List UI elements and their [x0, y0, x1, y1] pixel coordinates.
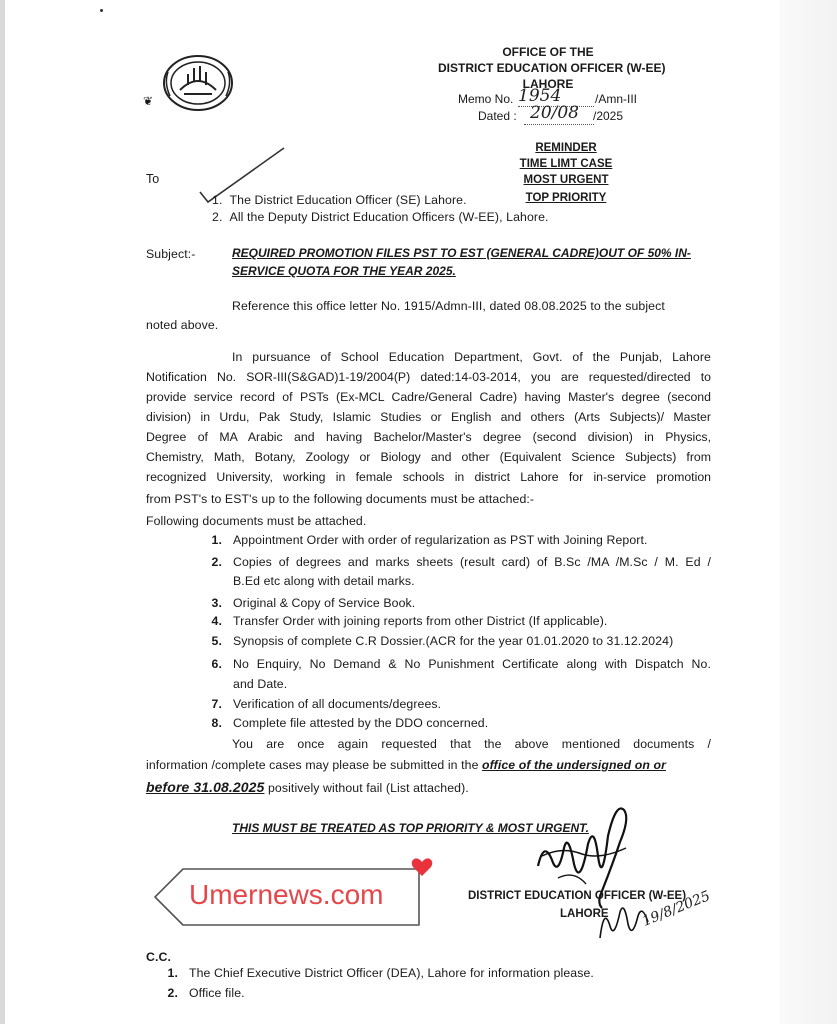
page-edge-left	[0, 0, 5, 1024]
flag-reminder: REMINDER	[535, 142, 597, 154]
subject-line-1: REQUIRED PROMOTION FILES PST TO EST (GENERAL CADRE)OUT OF 50% IN-	[232, 246, 691, 260]
doc-4-text: Transfer Order with joining reports from other District (If applicable).	[233, 614, 608, 628]
memo-suffix: /Amn-III	[595, 92, 638, 106]
doc-2-num: 2.	[211, 555, 222, 569]
doc-3-text: Original & Copy of Service Book.	[233, 596, 416, 610]
doc-5-num: 5.	[211, 634, 222, 648]
recipient-2-num: 2.	[212, 210, 223, 224]
reference-line-2: noted above.	[146, 318, 219, 332]
doc-2-text-2: B.Ed etc along with detail marks.	[233, 574, 415, 588]
body-line-5: Degree of MA Arabic and having Bachelor/Master's degree (second division) in Physics,	[146, 430, 711, 444]
flag-top-priority: TOP PRIORITY	[525, 192, 607, 204]
closing-line-2-start: information /complete cases may please be submitted in the	[146, 758, 483, 772]
doc-4-num: 4.	[211, 614, 222, 628]
body-line-6: Chemistry, Math, Botany, Zoology or Biology and other (Equivalent Science Subjects) from	[146, 450, 711, 464]
body-line-7: recognized University, working in female schools in district Lahore for in-service promotion	[146, 470, 711, 484]
doc-1-text: Appointment Order with order of regularization as PST with Joining Report.	[233, 533, 648, 547]
reference-line-1: Reference this office letter No. 1915/Admn-III, dated 08.08.2025 to the subject	[232, 299, 665, 313]
body-line-8: from PST's to EST's up to the following documents must be attached:-	[146, 492, 535, 506]
body-line-4: division) in Urdu, Pak Study, Islamic Studies or English and others (Arts Subjects)/ Master	[146, 410, 711, 424]
recipient-2-text: All the Deputy District Education Officers (W-EE), Lahore.	[229, 210, 549, 224]
dated-suffix: /2025	[593, 109, 624, 123]
doc-6-num: 6.	[211, 657, 222, 671]
office-line-3: LAHORE	[522, 77, 574, 91]
dated-label: Dated :	[478, 109, 517, 123]
to-label: To	[146, 172, 160, 186]
signatory-city: LAHORE	[560, 908, 609, 920]
recipient-1	[212, 193, 467, 207]
cc-2-text: Office file.	[189, 986, 245, 1000]
subject-label: Subject:-	[146, 247, 196, 261]
body-line-3: provide service record of PSTs (Ex-MCL Cadre/General Cadre) having Master's degree (second	[146, 390, 711, 404]
flag-time-limit: TIME LIMT CASE	[519, 158, 613, 170]
flag-most-urgent: MOST URGENT	[523, 174, 609, 186]
cc-1-num: 1.	[167, 966, 178, 980]
cc-1-text: The Chief Executive District Officer (DEA), Lahore for information please.	[189, 966, 594, 980]
punjab-government-logo-icon	[160, 52, 236, 114]
page-edge-right	[779, 0, 837, 1024]
doc-5-text: Synopsis of complete C.R Dossier.(ACR for the year 01.01.2020 to 31.12.2024)	[233, 634, 674, 648]
cc-2-num: 2.	[167, 986, 178, 1000]
closing-line-3	[146, 779, 469, 795]
body-line-2: Notification No. SOR-III(S&GAD)1-19/2004(P) dated:14-03-2014, you are requested/directed to	[146, 370, 711, 384]
dated-handwritten: 20/08	[530, 103, 579, 123]
recipient-2	[212, 210, 549, 224]
signatory-title: DISTRICT EDUCATION OFFICER (W-EE)	[468, 890, 687, 902]
doc-7-num: 7.	[211, 697, 222, 711]
closing-line-2-emphasis: office of the undersigned on or	[482, 758, 666, 772]
subject-line-2: SERVICE QUOTA FOR THE YEAR 2025.	[232, 264, 456, 278]
office-line-2: DISTRICT EDUCATION OFFICER (W-EE)	[438, 61, 666, 75]
signature-date-handwritten: 19/8/2025	[640, 888, 713, 930]
doc-3-num: 3.	[211, 596, 222, 610]
doc-6-text-1: No Enquiry, No Demand & No Punishment Certificate along with Dispatch No.	[233, 657, 711, 671]
dated-underline	[524, 124, 594, 125]
recipient-1-text: The District Education Officer (SE) Lahore.	[229, 193, 467, 207]
office-line-1: OFFICE OF THE	[502, 45, 594, 59]
doc-2-text-1: Copies of degrees and marks sheets (result card) of B.Sc /MA /M.Sc / M. Ed /	[233, 555, 711, 569]
closing-line-1: You are once again requested that the above mentioned documents /	[232, 737, 711, 751]
doc-8-text: Complete file attested by the DDO concerned.	[233, 716, 489, 730]
watermark-badge[interactable]	[153, 865, 423, 929]
doc-7-text: Verification of all documents/degrees.	[233, 697, 442, 711]
memo-number-handwritten: 1954	[518, 86, 562, 106]
doc-6-text-2: and Date.	[233, 677, 288, 691]
priority-notice: THIS MUST BE TREATED AS TOP PRIORITY & MOST URGENT.	[232, 821, 589, 835]
deadline-date: before 31.08.2025	[146, 779, 265, 795]
documents-intro: Following documents must be attached.	[146, 514, 367, 528]
doc-1-num: 1.	[211, 533, 222, 547]
scan-speck	[100, 9, 103, 12]
doc-8-num: 8.	[211, 716, 222, 730]
scan-mark-icon: ❦	[143, 94, 154, 108]
closing-line-2	[146, 758, 666, 772]
cc-label: C.C.	[146, 950, 171, 964]
memo-label: Memo No.	[458, 92, 514, 106]
watermark-text[interactable]: Umernews.com	[189, 879, 384, 910]
body-line-1: In pursuance of School Education Department, Govt. of the Punjab, Lahore	[232, 350, 711, 364]
recipient-1-num: 1.	[212, 193, 223, 207]
closing-line-3-end: positively without fail (List attached).	[264, 781, 469, 795]
heart-icon	[411, 857, 433, 877]
